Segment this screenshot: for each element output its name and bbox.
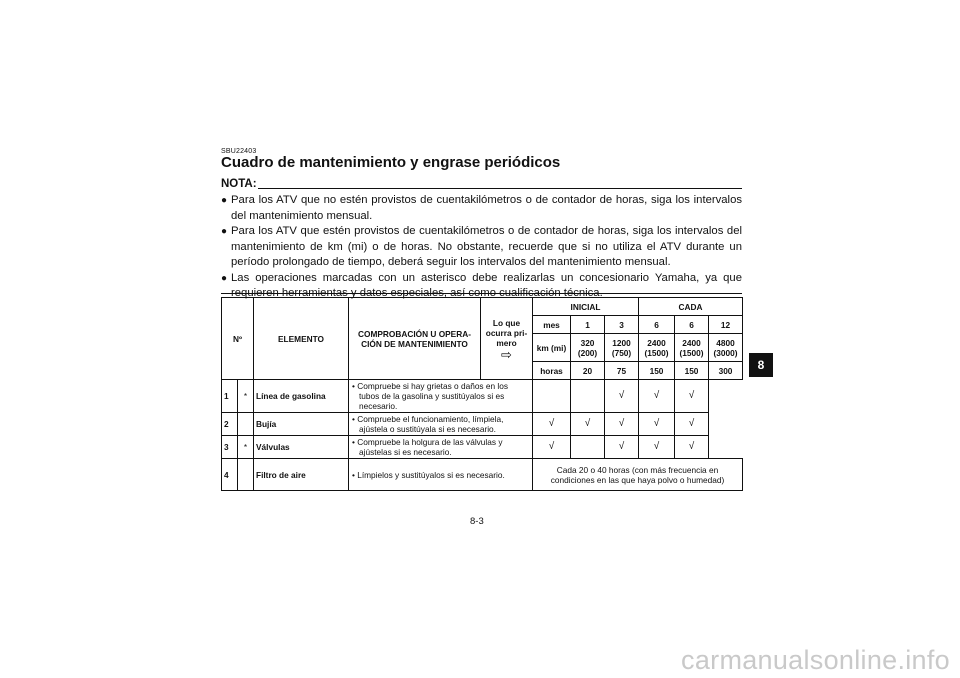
row-elemento: Filtro de aire (254, 459, 349, 491)
notes-list (221, 193, 742, 302)
row-check: √ (675, 413, 709, 436)
header-no: Nº (222, 298, 254, 380)
arrow-right-icon: ⇨ (501, 346, 512, 362)
row-check: √ (675, 436, 709, 459)
interval-value: 150 (675, 362, 709, 380)
interval-value: 4800 (3000) (709, 334, 743, 362)
page-title: Cuadro de mantenimiento y engrase periódicos (221, 154, 561, 171)
header-comprobacion: COMPROBACIÓN U OPERA-CIÓN DE MANTENIMIENTO (349, 298, 481, 380)
header-cada: CADA (639, 298, 743, 316)
table-row (222, 436, 743, 459)
row-operacion: • Compruebe el funcionamiento, límpiela, ajústela o sustitúyala si es necesario. (349, 413, 533, 436)
nota-rule (258, 188, 742, 189)
row-check: √ (605, 413, 639, 436)
header-lo-que-ocurra (481, 298, 533, 380)
note-text: Para los ATV que no estén provistos de cuentakilómetros o de contador de horas, siga los intervalos del mantenimiento mensual. (231, 194, 742, 222)
interval-value: 75 (605, 362, 639, 380)
table-row (222, 380, 743, 413)
row-check: √ (605, 436, 639, 459)
row-elemento: Línea de gasolina (254, 380, 349, 413)
row-star (238, 459, 254, 491)
interval-value: 6 (675, 316, 709, 334)
maintenance-table (221, 297, 743, 491)
document-code: SBU22403 (221, 148, 257, 155)
interval-value: 1 (571, 316, 605, 334)
interval-value: 2400 (1500) (675, 334, 709, 362)
table-row (222, 459, 743, 491)
row-star: * (238, 380, 254, 413)
watermark: carmanualsonline.info (681, 645, 950, 675)
row-check: √ (533, 413, 571, 436)
row-check: √ (533, 436, 571, 459)
header-inicial: INICIAL (533, 298, 639, 316)
row-number: 4 (222, 459, 238, 491)
row-elemento: Válvulas (254, 436, 349, 459)
section-divider (221, 293, 742, 294)
interval-value: 3 (605, 316, 639, 334)
row-star (238, 413, 254, 436)
interval-label: km (mi) (533, 334, 571, 362)
header-lo-que-text: Lo que ocurra pri-mero (485, 317, 528, 348)
note-text: Las operaciones marcadas con un asterisco debe realizarlas un concesionario Yamaha, ya que requieren herramientas y datos especiales, así como cualificación técnica. (231, 271, 742, 299)
row-check: √ (639, 436, 675, 459)
row-operacion: • Compruebe si hay grietas o daños en los tubos de la gasolina y sustitúyalos si es necesario. (349, 380, 533, 413)
table-row (222, 413, 743, 436)
page-number: 8-3 (470, 516, 484, 527)
interval-value: 320 (200) (571, 334, 605, 362)
row-check: √ (639, 380, 675, 413)
interval-value: 300 (709, 362, 743, 380)
nota-label: NOTA: (221, 178, 257, 190)
interval-value: 1200 (750) (605, 334, 639, 362)
row-check (571, 380, 605, 413)
note-text: Para los ATV que estén provistos de cuentakilómetros o de contador de horas, siga los intervalos del mantenimiento de km (mi) o de horas. No obstante, recuerde que si no utiliza el ATV durante un período prolongado de tiempo, deberá seguir los intervalos del mantenimiento mensual. (231, 225, 742, 268)
interval-value: 12 (709, 316, 743, 334)
header-elemento: ELEMENTO (254, 298, 349, 380)
row-interval-note: Cada 20 o 40 horas (con más frecuencia en condiciones en las que haya polvo o humedad) (533, 459, 743, 491)
row-elemento: Bujía (254, 413, 349, 436)
row-operacion: • Compruebe la holgura de las válvulas y ajústelas si es necesario. (349, 436, 533, 459)
row-check (571, 436, 605, 459)
bullet-icon: ● (221, 272, 228, 284)
interval-value: 6 (639, 316, 675, 334)
row-check: √ (571, 413, 605, 436)
note-item (221, 224, 742, 271)
interval-value: 20 (571, 362, 605, 380)
interval-label: horas (533, 362, 571, 380)
row-operacion: • Límpielos y sustitúyalos si es necesario. (349, 459, 533, 491)
interval-label: mes (533, 316, 571, 334)
note-item (221, 193, 742, 224)
interval-value: 2400 (1500) (639, 334, 675, 362)
row-check: √ (639, 413, 675, 436)
row-check: √ (675, 380, 709, 413)
bullet-icon: ● (221, 195, 228, 206)
row-star: * (238, 436, 254, 459)
nota-header (221, 178, 742, 192)
table-header-row (222, 298, 743, 316)
interval-value: 150 (639, 362, 675, 380)
row-number: 2 (222, 413, 238, 436)
chapter-tab: 8 (749, 353, 773, 377)
row-number: 1 (222, 380, 238, 413)
row-number: 3 (222, 436, 238, 459)
bullet-icon: ● (221, 226, 228, 237)
row-check (533, 380, 571, 413)
row-check: √ (605, 380, 639, 413)
